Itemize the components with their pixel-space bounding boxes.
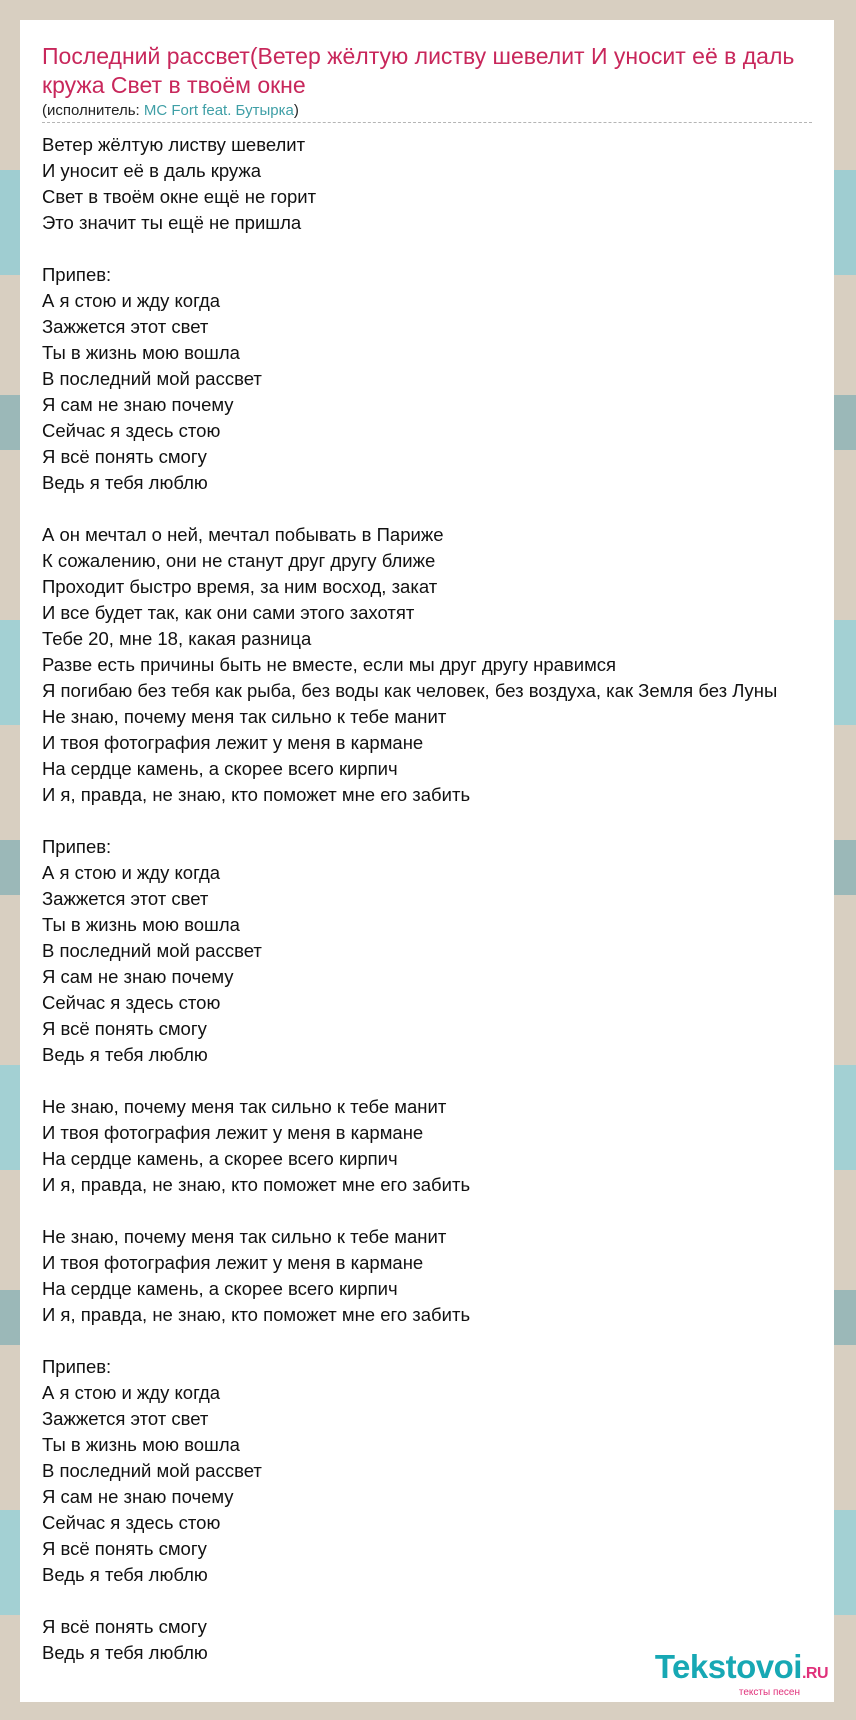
lyric-line: Я сам не знаю почему xyxy=(42,966,234,987)
lyric-line: И твоя фотография лежит у меня в кармане xyxy=(42,1122,424,1143)
lyric-line: Я сам не знаю почему xyxy=(42,1486,234,1507)
lyric-line: Сейчас я здесь стою xyxy=(42,420,221,441)
artist-line xyxy=(42,102,299,120)
lyric-line: Зажжется этот свет xyxy=(42,1408,209,1429)
stanza-break xyxy=(42,1198,834,1224)
lyric-line: Ведь я тебя люблю xyxy=(42,1642,208,1663)
lyric-line: И я, правда, не знаю, кто поможет мне его забить xyxy=(42,784,471,805)
lyric-line: Не знаю, почему меня так сильно к тебе манит xyxy=(42,1226,447,1247)
logo-tagline: тексты песен xyxy=(738,1687,800,1698)
lyric-line: Зажжется этот свет xyxy=(42,888,209,909)
lyric-line: Ты в жизнь мою вошла xyxy=(42,1434,240,1455)
lyric-line: Ведь я тебя люблю xyxy=(42,1564,208,1585)
lyric-line: Я погибаю без тебя как рыба, без воды как человек, без воздуха, как Земля без Луны xyxy=(42,680,778,701)
lyric-line: К сожалению, они не станут друг другу ближе xyxy=(42,550,436,571)
site-logo[interactable] xyxy=(655,1650,828,1698)
lyric-line: Я всё понять смогу xyxy=(42,446,207,467)
lyric-line: В последний мой рассвет xyxy=(42,1460,262,1481)
lyric-line: Припев: xyxy=(42,1356,112,1377)
lyric-line: Ты в жизнь мою вошла xyxy=(42,914,240,935)
title-divider xyxy=(42,122,812,123)
lyric-line: А я стою и жду когда xyxy=(42,862,221,883)
lyric-line: На сердце камень, а скорее всего кирпич xyxy=(42,758,398,779)
lyric-line: А я стою и жду когда xyxy=(42,1382,221,1403)
lyric-line: Тебе 20, мне 18, какая разница xyxy=(42,628,312,649)
logo-name: Tekstovoi xyxy=(654,1648,802,1685)
lyric-line: А он мечтал о ней, мечтал побывать в Париже xyxy=(42,524,444,545)
lyric-line: Я всё понять смогу xyxy=(42,1538,207,1559)
lyric-line: И твоя фотография лежит у меня в кармане xyxy=(42,732,424,753)
lyric-line: Я всё понять смогу xyxy=(42,1018,207,1039)
artist-link[interactable]: MC Fort feat. Бутырка xyxy=(143,102,294,119)
lyric-line: Разве есть причины быть не вместе, если мы друг другу нравимся xyxy=(42,654,617,675)
stanza-break xyxy=(42,1328,834,1354)
lyric-line: На сердце камень, а скорее всего кирпич xyxy=(42,1148,398,1169)
stanza-break xyxy=(42,1068,834,1094)
lyric-line: Я всё понять смогу xyxy=(42,1616,207,1637)
logo-wordmark xyxy=(655,1650,828,1691)
lyric-line: Сейчас я здесь стою xyxy=(42,992,221,1013)
lyric-line: И уносит её в даль кружа xyxy=(42,160,262,181)
logo-tld: .RU xyxy=(801,1665,828,1682)
lyrics-card xyxy=(20,20,834,1702)
lyric-line: Свет в твоём окне ещё не горит xyxy=(42,186,317,207)
lyric-line: И я, правда, не знаю, кто поможет мне его забить xyxy=(42,1304,471,1325)
stanza-break xyxy=(42,1588,834,1614)
lyric-line: Не знаю, почему меня так сильно к тебе манит xyxy=(42,706,447,727)
lyric-line: Это значит ты ещё не пришла xyxy=(42,212,302,233)
lyric-line: И твоя фотография лежит у меня в кармане xyxy=(42,1252,424,1273)
lyrics-text xyxy=(42,132,834,1666)
lyric-line: Не знаю, почему меня так сильно к тебе манит xyxy=(42,1096,447,1117)
lyric-line: Сейчас я здесь стою xyxy=(42,1512,221,1533)
lyric-line: А я стою и жду когда xyxy=(42,290,221,311)
lyric-line: Ведь я тебя люблю xyxy=(42,472,208,493)
lyric-line: Ведь я тебя люблю xyxy=(42,1044,208,1065)
lyric-line: Проходит быстро время, за ним восход, закат xyxy=(42,576,438,597)
lyric-line: И все будет так, как они сами этого захотят xyxy=(42,602,415,623)
artist-prefix: (исполнитель: xyxy=(42,102,144,119)
artist-suffix: ) xyxy=(293,102,299,119)
lyric-line: Зажжется этот свет xyxy=(42,316,209,337)
song-title: Последний рассвет(Ветер жёлтую листву шевелит И уносит её в даль кружа Свет в твоём окне xyxy=(42,43,795,98)
stanza-break xyxy=(42,808,834,834)
lyric-line: Припев: xyxy=(42,836,112,857)
lyric-line: В последний мой рассвет xyxy=(42,368,262,389)
lyric-line: Ветер жёлтую листву шевелит xyxy=(42,134,306,155)
lyric-line: Припев: xyxy=(42,264,112,285)
lyric-line: И я, правда, не знаю, кто поможет мне его забить xyxy=(42,1174,471,1195)
stanza-break xyxy=(42,496,834,522)
lyric-line: В последний мой рассвет xyxy=(42,940,262,961)
lyric-line: На сердце камень, а скорее всего кирпич xyxy=(42,1278,398,1299)
lyric-line: Я сам не знаю почему xyxy=(42,394,234,415)
lyric-line: Ты в жизнь мою вошла xyxy=(42,342,240,363)
stanza-break xyxy=(42,236,834,262)
